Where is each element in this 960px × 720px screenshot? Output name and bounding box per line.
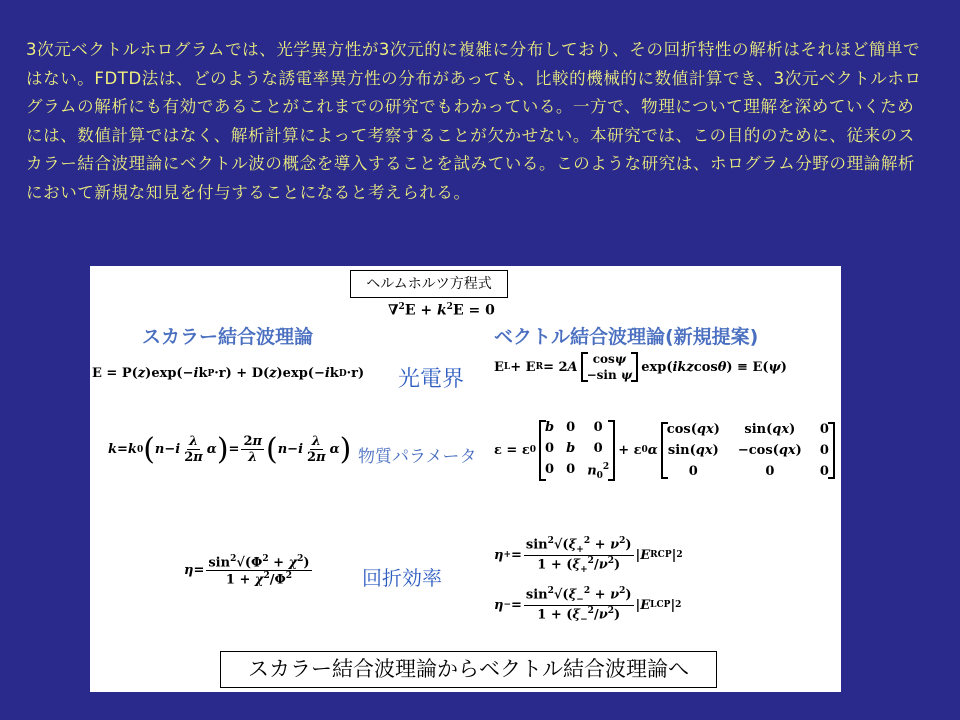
vector-efficiency-plus: η + = $\frac{\sin^2√(\xi_+^2 + \nu^2)}{1 + (\xi_+^2/\nu^2)}$ | E RCP | 2 <box>494 536 683 575</box>
equation-panel <box>90 266 841 692</box>
vector-field-equation: E L + E R = 2 A cosψ −sin ψ exp( ikz cos θ ) ≡ E( ψ ) <box>494 352 787 382</box>
helmholtz-equation: $\nabla^2E + k^2E = 0$ <box>388 302 495 319</box>
vector-efficiency-minus: η − = $\frac{\sin^2√(\xi_-^2 + \nu^2)}{1 + (\xi_-^2/\nu^2)}$ | E LCP | 2 <box>494 586 682 625</box>
scalar-param-equation: k = k 0 ( n − i $\frac{\lambda}{2\pi}$ α ) = $\frac{2\pi}{\lambda}$ ( n − i $\frac{\lambda}{2\pi}$ α ) <box>108 431 352 467</box>
scalar-field-equation: E = P( z )exp(− i k P ·r) + D( z )exp(− i k D ·r) <box>92 366 365 381</box>
param-label: 物質パラメータ <box>358 447 477 467</box>
vector-theory-heading: ベクトル結合波理論(新規提案) <box>494 326 759 348</box>
intro-paragraph: 3次元ベクトルホログラムでは、光学異方性が3次元的に複雑に分布しており、その回折特性の解析はそれほど簡単ではない。FDTD法は、どのような誘電率異方性の分布があっても、比較的機械的に数値計算でき、3次元ベクトルホログラムの解析にも有効であることがこれまでの研究でもわかっている。一方で、物理について理解を深めていくためには、数値計算ではなく、解析計算によって考察することが欠かせない。本研究では、この目的のために、従来のスカラー結合波理論にベクトル波の概念を導入することを試みている。このような研究は、ホログラム分野の理論解析において新規な知見を付与することになると考えられる。 <box>26 40 922 202</box>
conclusion-box: スカラー結合波理論からベクトル結合波理論へ <box>220 651 717 688</box>
vector-param-equation: ε = ε 0 b 0 0 0 b 0 0 0 $n_0^2$ + ε 0 α cos(qx) sin(qx) 0 sin(qx) −cos(qx) 0 0 0 0 <box>494 420 838 481</box>
efficiency-label: 回折効率 <box>362 566 442 590</box>
scalar-efficiency-equation: η = $\frac{\sin^2√(\Phi^2 + \chi^2)}{1 + \chi^2/\Phi^2}$ <box>184 554 310 588</box>
field-label: 光電界 <box>398 367 465 392</box>
scalar-theory-heading: スカラー結合波理論 <box>142 326 314 348</box>
helmholtz-label: ヘルムホルツ方程式 <box>350 270 508 298</box>
